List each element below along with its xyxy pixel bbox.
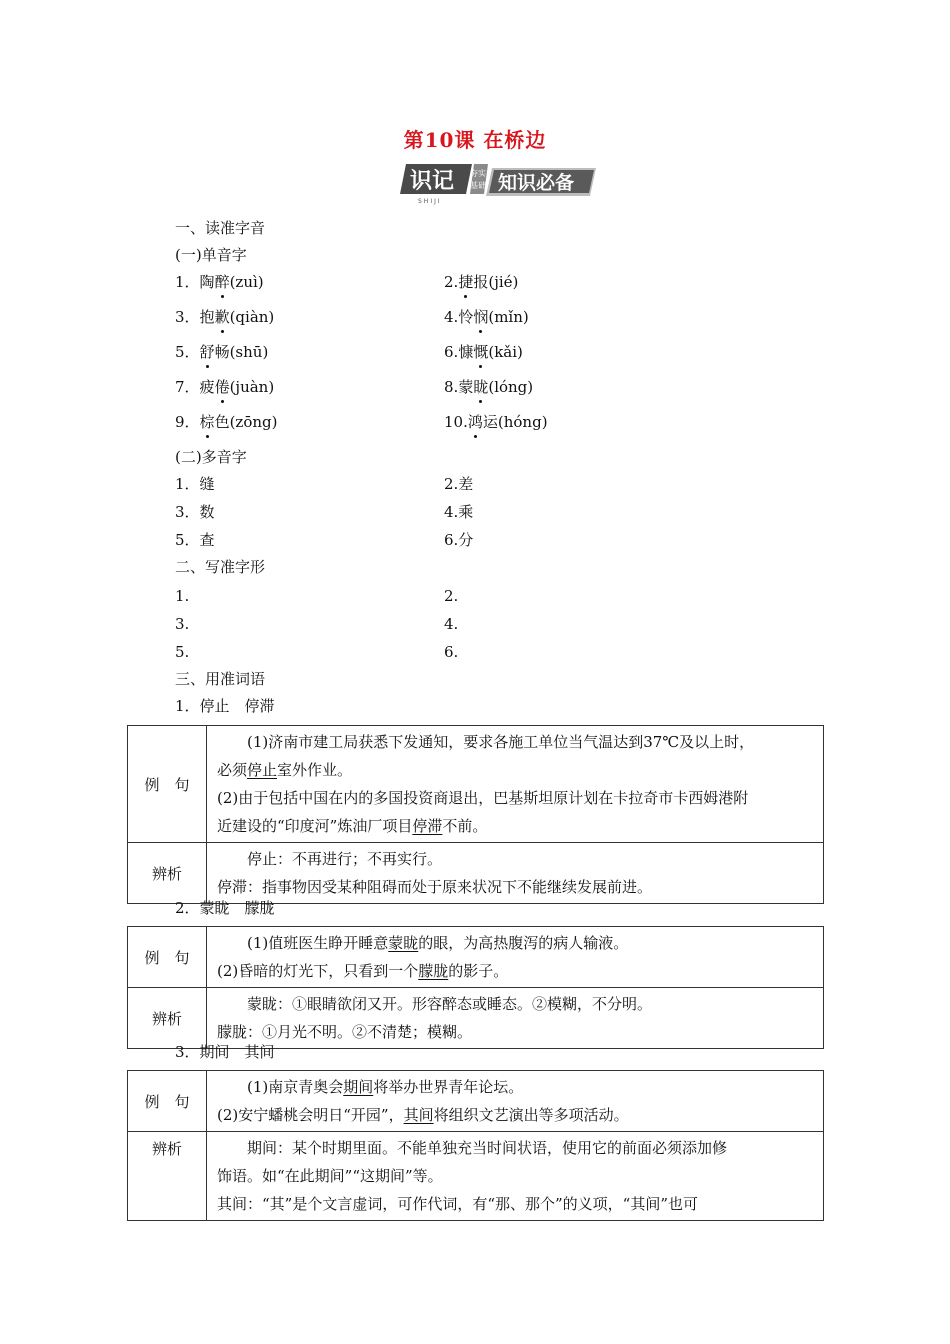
pron-item: 8.蒙眬(lóng) xyxy=(444,378,534,396)
word-group-label: 2．蒙眬 朦胧 xyxy=(175,899,275,917)
banner-right-text: 知识必备 xyxy=(498,172,575,194)
banner-main-text: 识记 xyxy=(410,169,455,194)
example-label: 例 句 xyxy=(128,1071,207,1132)
section1-heading: 一、读准字音 xyxy=(175,219,266,237)
analysis-content: 停止：不再进行；不再实行。 停滞：指事物因受某种阻碍而处于原来状况下不能继续发展前进。 xyxy=(217,850,653,896)
multi-item: 1．缝 xyxy=(175,475,215,493)
pron-item: 10.鸿运(hóng) xyxy=(444,413,548,431)
word-group-label: 3．期间 其间 xyxy=(175,1043,275,1061)
multi-item: 6.分 xyxy=(444,531,474,549)
pron-item: 2.捷报(jié) xyxy=(444,273,519,291)
analysis-content: 期间：某个时期里面。不能单独充当时间状语，使用它的前面必须添加修 饰语。如“在此期间”“这期间”等。 其间：“其”是个文言虚词，可作代词，有“那、那个”的义项，“其间”也可 xyxy=(217,1139,728,1213)
lesson-title: 第10课 在桥边 xyxy=(403,128,547,152)
word-table-2 xyxy=(127,926,824,1049)
banner-side-top: 夯实 xyxy=(470,169,486,178)
pron-item: 6.慷慨(kǎi) xyxy=(444,343,523,361)
example-content: (1)济南市建工局获悉下发通知，要求各施工单位当气温达到37℃及以上时， 必须停止室外作业。 (2)由于包括中国在内的多国投资商退出，巴基斯坦原计划在卡拉奇市卡西姆港附 近建设的“印度河”炼油厂项目停滞不前。 xyxy=(217,733,755,835)
write-item: 3. xyxy=(175,615,190,633)
section-banner xyxy=(400,160,600,206)
banner-pinyin: SHIJI xyxy=(418,198,442,205)
multi-item: 4.乘 xyxy=(444,503,474,521)
analysis-label: 辨析 xyxy=(128,843,207,904)
example-content: (1)值班医生睁开睡意蒙眬的眼，为高热腹泻的病人输液。 (2)昏暗的灯光下，只看到一个朦胧的影子。 xyxy=(217,934,629,980)
write-item: 4. xyxy=(444,615,459,633)
example-label: 例 句 xyxy=(128,726,207,843)
analysis-content: 蒙眬：①眼睛欲闭又开。形容醉态或睡态。②模糊，不分明。 朦胧：①月光不明。②不清楚；模糊。 xyxy=(217,995,653,1041)
section1-sub1: (一)单音字 xyxy=(175,246,247,264)
word-table-3 xyxy=(127,1070,824,1221)
multi-item: 5．查 xyxy=(175,531,215,549)
pron-item: 1．陶醉(zuì) xyxy=(175,273,264,291)
write-item: 5. xyxy=(175,643,190,661)
pron-item: 7．疲倦(juàn) xyxy=(175,378,275,396)
section2-heading: 二、写准字形 xyxy=(175,558,266,576)
pron-item: 4.怜悯(mǐn) xyxy=(444,308,529,326)
pron-item: 5．舒畅(shū) xyxy=(175,343,269,361)
pron-item: 3．抱歉(qiàn) xyxy=(175,308,275,326)
multi-item: 3．数 xyxy=(175,503,215,521)
write-item: 1. xyxy=(175,587,190,605)
example-content: (1)南京青奥会期间将举办世界青年论坛。 (2)安宁蟠桃会明日“开园”，其间将组织文艺演出等多项活动。 xyxy=(217,1078,629,1124)
section3-heading: 三、用准词语 xyxy=(175,670,266,688)
pron-item: 9．棕色(zōng) xyxy=(175,413,278,431)
analysis-label: 辨析 xyxy=(128,1132,207,1221)
section1-sub2: (二)多音字 xyxy=(175,448,247,466)
word-group-label: 1．停止 停滞 xyxy=(175,697,275,715)
banner-side-bottom: 基础 xyxy=(470,181,486,190)
write-item: 2. xyxy=(444,587,459,605)
analysis-label: 辨析 xyxy=(128,988,207,1049)
multi-item: 2.差 xyxy=(444,475,474,493)
word-table-1 xyxy=(127,725,824,904)
example-label: 例 句 xyxy=(128,927,207,988)
write-item: 6. xyxy=(444,643,459,661)
